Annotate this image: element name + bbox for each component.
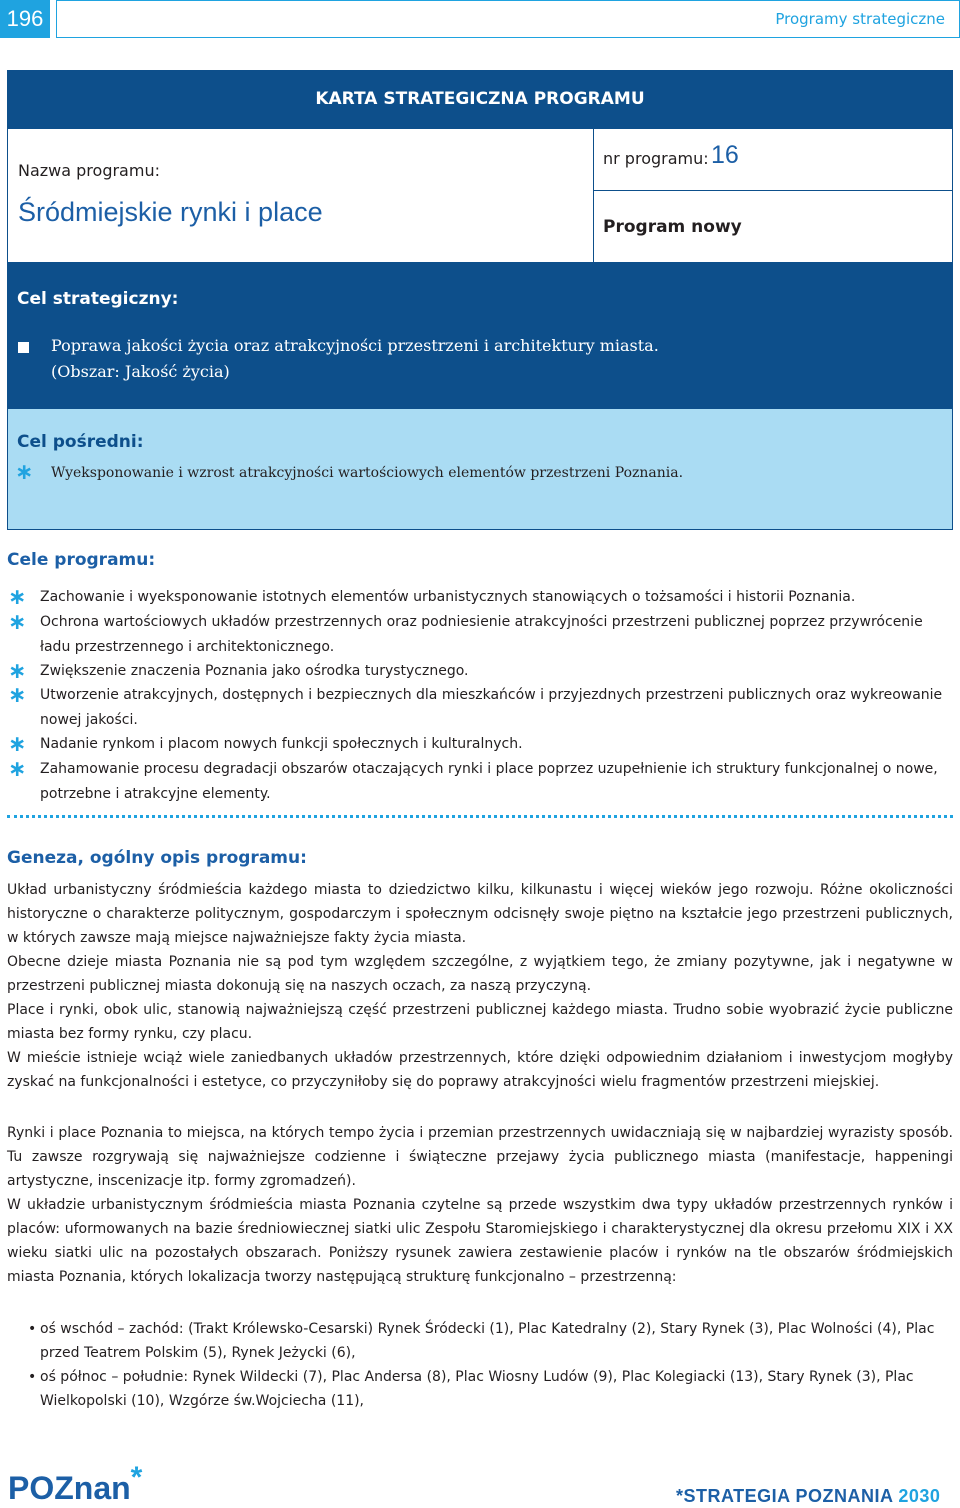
logo-text: POZnan bbox=[8, 1470, 131, 1506]
logo-star-icon: * bbox=[130, 1461, 143, 1494]
goal-item: Zahamowanie procesu degradacji obszarów otaczających rynki i place poprzez uzupełnienie ich struktury funkcjonalnej o nowe, potrzebne i atrakcyjne elementy. bbox=[40, 761, 938, 802]
goal-item: Nadanie rynkom i placom nowych funkcji społecznych i kulturalnych. bbox=[40, 736, 523, 752]
program-name-cell bbox=[7, 128, 594, 263]
strategy-year: 2030 bbox=[898, 1486, 941, 1506]
intermediate-goal-box bbox=[7, 408, 953, 530]
strategy-footer bbox=[676, 1486, 940, 1507]
dotted-divider bbox=[7, 815, 953, 818]
page-number: 196 bbox=[0, 0, 50, 38]
strategic-goal-heading: Cel strategiczny: bbox=[17, 289, 179, 309]
intermediate-goal-heading: Cel pośredni: bbox=[17, 432, 144, 452]
bullet-dot-icon: • bbox=[28, 1321, 37, 1337]
axis-list-item: oś wschód – zachód: (Trakt Królewsko-Cesarski) Rynek Śródecki (1), Plac Katedralny (2), Stary Rynek (3), Plac Wolności (4), Plac przed Teatrem Polskim (5), Rynek Jeżycki (6), bbox=[40, 1321, 935, 1361]
asterisk-icon: ∗ bbox=[8, 732, 27, 757]
asterisk-icon: ∗ bbox=[8, 659, 27, 684]
strategic-goal-line1: Poprawa jakości życia oraz atrakcyjności przestrzeni i architektury miasta. bbox=[51, 336, 659, 355]
program-number-cell bbox=[593, 128, 953, 191]
program-number: 16 bbox=[711, 141, 739, 169]
strategy-label: *STRATEGIA POZNANIA bbox=[676, 1486, 893, 1506]
program-name: Śródmiejskie rynki i place bbox=[18, 197, 323, 227]
asterisk-icon: ∗ bbox=[8, 683, 27, 708]
square-bullet-icon bbox=[18, 342, 29, 353]
strategic-goal-line2: (Obszar: Jakość życia) bbox=[51, 362, 230, 381]
asterisk-icon: ∗ bbox=[8, 585, 27, 610]
bullet-dot-icon: • bbox=[28, 1369, 37, 1385]
card-title: KARTA STRATEGICZNA PROGRAMU bbox=[7, 70, 953, 128]
genesis-heading: Geneza, ogólny opis programu: bbox=[7, 848, 307, 868]
program-type: Program nowy bbox=[603, 217, 742, 237]
asterisk-icon: ∗ bbox=[8, 610, 27, 635]
asterisk-icon: ∗ bbox=[15, 460, 34, 485]
goal-item: Zwiększenie znaczenia Poznania jako ośrodka turystycznego. bbox=[40, 663, 469, 679]
program-type-cell bbox=[593, 190, 953, 263]
strategic-goal-box bbox=[7, 263, 953, 408]
axis-list-item: oś północ – południe: Rynek Wildecki (7), Plac Andersa (8), Plac Wiosny Ludów (9), Plac Kolegiacki (13), Stary Rynek (3), Plac Wielkopolski (10), Wzgórze św.Wojciecha (11), bbox=[40, 1369, 914, 1409]
genesis-paragraph: Place i rynki, obok ulic, stanowią najważniejszą część przestrzeni publicznej każdego miasta. Trudno sobie wyobrazić życie publiczne miasta bez formy rynku, czy placu. bbox=[7, 1002, 953, 1042]
intermediate-goal-text: Wyeksponowanie i wzrost atrakcyjności wartościowych elementów przestrzeni Poznania. bbox=[51, 465, 684, 481]
genesis-paragraph: Obecne dzieje miasta Poznania nie są pod tym względem szczególne, z wyjątkiem tego, że zmiany pozytywne, jak i negatywne w przestrzeni publicznej miasta dokonują się na naszych oczach, za naszą przyczyną. bbox=[7, 954, 953, 994]
genesis-paragraph: W mieście istnieje wciąż wiele zaniedbanych układów przestrzennych, które dzięki odpowiednim działaniom i inwestycjom mogłyby zyskać na funkcjonalności i estetyce, co przyczyniłoby się do poprawy atrakcyjności wielu fragmentów przestrzeni miejskiej. bbox=[7, 1050, 953, 1090]
goal-item: Zachowanie i wyeksponowanie istotnych elementów urbanistycznych stanowiących o tożsamości i historii Poznania. bbox=[40, 589, 856, 605]
program-name-label: Nazwa programu: bbox=[18, 161, 160, 180]
genesis-paragraph: Rynki i place Poznania to miejsca, na których tempo życia i przemian przestrzennych uwidaczniają się w najbardziej wyrazisty sposób. Tu zawsze rozgrywają się najważniejsze codzienne i świąteczne przejawy życia publicznego miasta (manifestacje, happeningi artystyczne, inscenizacje itp. formy zgromadzeń). bbox=[7, 1125, 953, 1189]
goal-item: Utworzenie atrakcyjnych, dostępnych i bezpiecznych dla mieszkańców i przyjezdnych przestrzeni publicznych oraz wykreowanie nowej jakości. bbox=[40, 687, 943, 728]
running-title: Programy strategiczne bbox=[56, 0, 960, 38]
goal-item: Ochrona wartościowych układów przestrzennych oraz podniesienie atrakcyjności przestrzeni publicznej poprzez przywrócenie ładu przestrzennego i architektonicznego. bbox=[40, 614, 923, 655]
genesis-paragraph: Układ urbanistyczny śródmieścia każdego miasta to dziedzictwo kilku, kilkunastu i więcej wieków jego rozwoju. Różne okoliczności historyczne o charakterze politycznym, gospodarczym i społecznym odcisnęły swoje piętno na kształcie jego przestrzeni publicznych, w których zawsze mają miejsce najważniejsze fakty życia miasta. bbox=[7, 882, 953, 946]
poznan-logo bbox=[8, 1461, 143, 1507]
genesis-paragraph: W układzie urbanistycznym śródmieścia miasta Poznania czytelne są przede wszystkim dwa typy układów przestrzennych rynków i placów: uformowanych na bazie średniowiecznej siatki ulic Zespołu Staromiejskiego i charakterystycznej dla okresu przełomu XIX i XX wieku siatki ulic na pozostałych obszarach. Poniższy rysunek zawiera zestawienie placów i rynków na tle obszarów śródmiejskich miasta Poznania, których lokalizacja tworzy następującą strukturę funkcjonalno – przestrzenną: bbox=[7, 1197, 953, 1285]
asterisk-icon: ∗ bbox=[8, 757, 27, 782]
program-number-label: nr programu: bbox=[603, 149, 709, 168]
program-goals-heading: Cele programu: bbox=[7, 550, 156, 570]
